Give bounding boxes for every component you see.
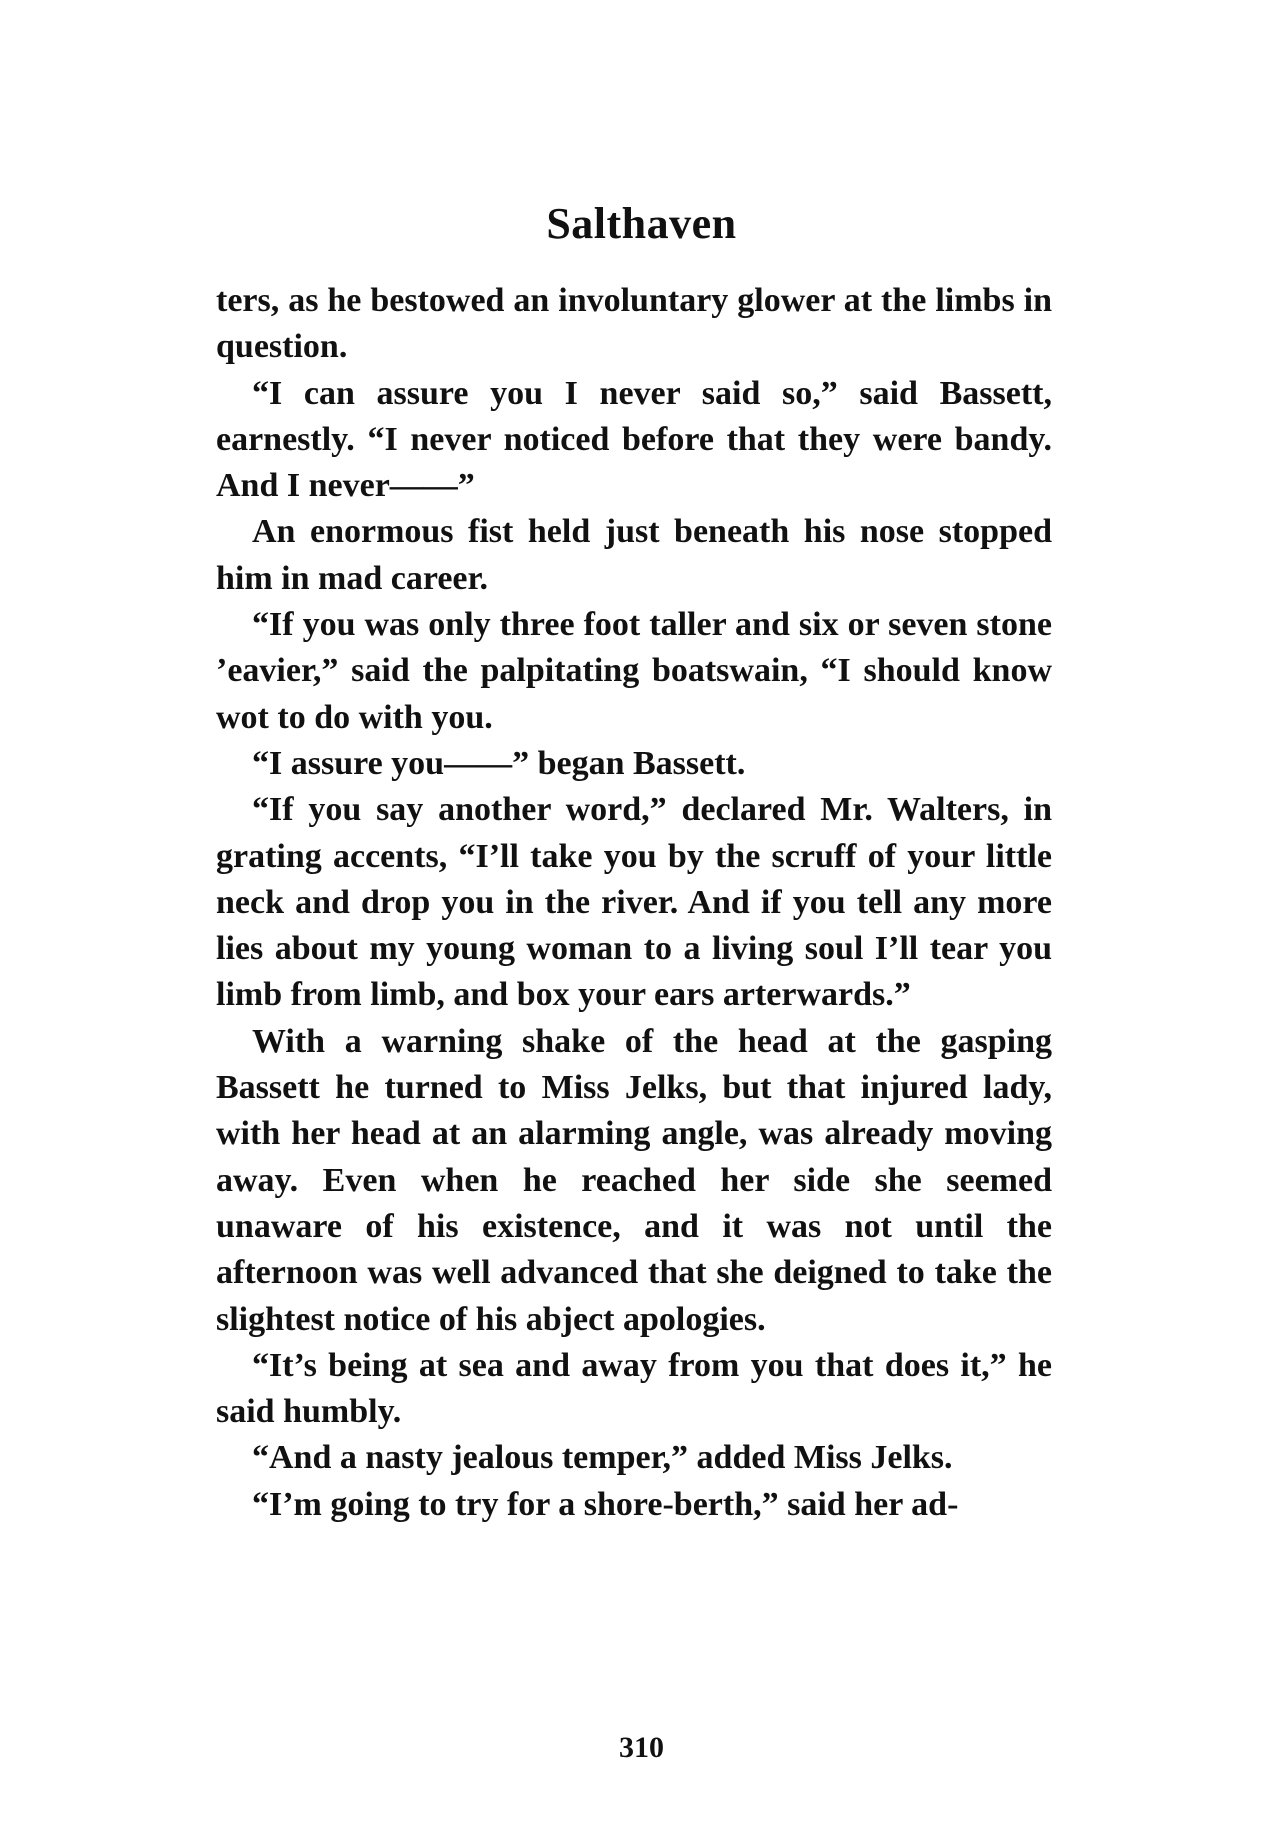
paragraph-8: “It’s being at sea and away from you that does it,” he said humbly.: [216, 1346, 1052, 1431]
body-text: [216, 278, 1052, 1528]
paragraph-7: With a warning shake of the head at the gasping Bassett he turned to Miss Jelks, but that injured lady, with her head at an alarming angle, was already moving away. Even when he reached her side she seemed unaware of his existence, and it was not until the afternoon was well advanced that she deigned to take the slightest notice of his abject apologies.: [216, 1022, 1052, 1338]
paragraph-2: “I can assure you I never said so,” said Bassett, earnestly. “I never noticed before that they were bandy. And I never——”: [216, 374, 1052, 505]
paragraph-10: “I’m going to try for a shore-berth,” said her ad-: [252, 1485, 959, 1523]
paragraph-3: An enormous fist held just beneath his nose stopped him in mad career.: [216, 513, 1052, 597]
paragraph-9: “And a nasty jealous temper,” added Miss Jelks.: [252, 1439, 953, 1477]
paragraph-4: “If you was only three foot taller and six or seven stone ’eavier,” said the palpitating boatswain, “I should know wot to do with you.: [216, 606, 1052, 736]
paragraph-1: ters, as he bestowed an involuntary glower at the limbs in question.: [216, 282, 1052, 366]
running-head: Salthaven: [546, 199, 737, 248]
page-number: 310: [619, 1731, 664, 1764]
paragraph-6: “If you say another word,” declared Mr. Walters, in grating accents, “I’ll take you by the scruff of your little neck and drop you in the river. And if you tell any more lies about my young woman to a living soul I’ll tear you limb from limb, and box your ears arterwards.”: [216, 791, 1052, 1014]
paragraph-5: “I assure you——” began Bassett.: [252, 744, 746, 782]
